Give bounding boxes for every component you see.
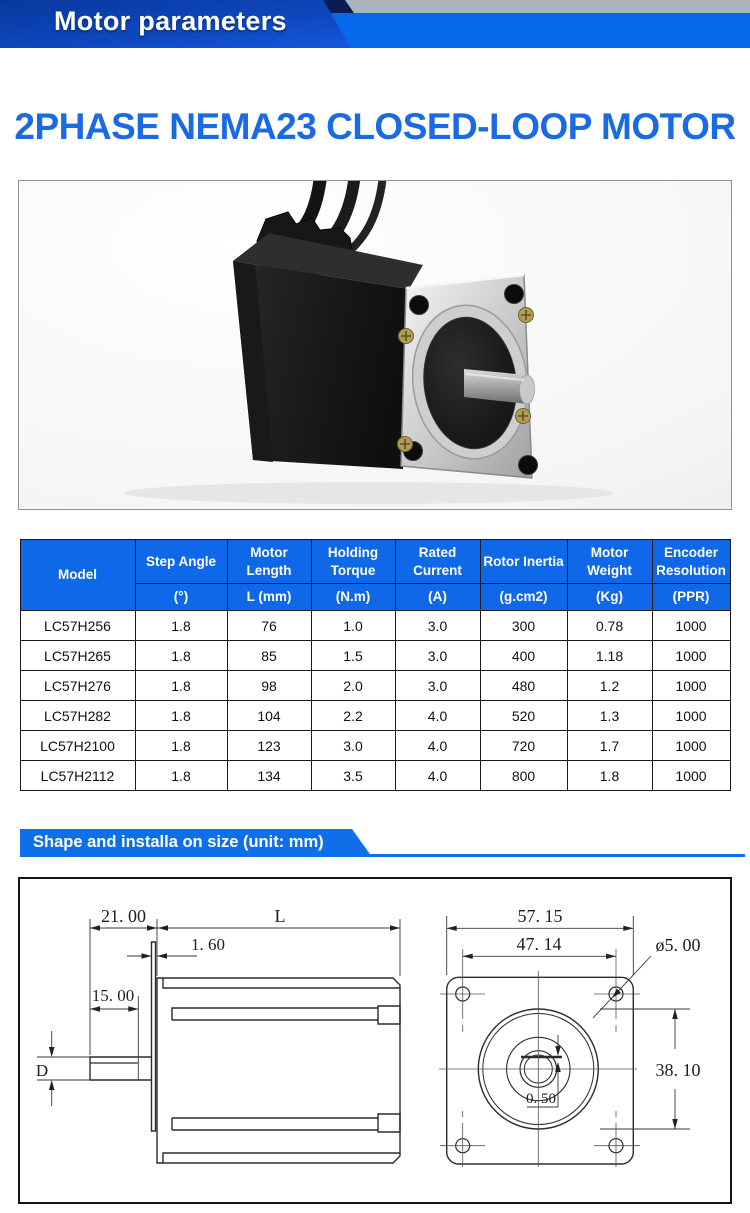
cell: 1.8 bbox=[135, 701, 227, 731]
col-header-rated-current: Rated Current bbox=[395, 540, 480, 584]
cell: 1.8 bbox=[135, 731, 227, 761]
dim-flat-length: 15. 00 bbox=[91, 986, 135, 1005]
cell-model: LC57H265 bbox=[20, 641, 135, 671]
cell: 1.2 bbox=[567, 671, 652, 701]
table-row bbox=[20, 701, 730, 731]
dim-pilot-diameter: 38. 10 bbox=[655, 1060, 701, 1080]
cell: 1000 bbox=[652, 731, 730, 761]
cell: 1000 bbox=[652, 701, 730, 731]
product-photo-frame bbox=[18, 180, 732, 510]
cell: 1000 bbox=[652, 761, 730, 791]
cell: 1.8 bbox=[135, 611, 227, 641]
section-title: Shape and installa on size (unit: mm) bbox=[33, 833, 324, 851]
cell-model: LC57H276 bbox=[20, 671, 135, 701]
cell: 3.5 bbox=[311, 761, 395, 791]
table-row bbox=[20, 731, 730, 761]
dim-flange-thickness: 1. 60 bbox=[191, 935, 225, 954]
cell: 800 bbox=[480, 761, 567, 791]
unit-rotor-inertia: (g.cm2) bbox=[480, 584, 567, 611]
table-row bbox=[20, 671, 730, 701]
col-header-encoder-resolution: Encoder Resolution bbox=[652, 540, 730, 584]
cell: 4.0 bbox=[395, 731, 480, 761]
col-header-rotor-inertia: Rotor Inertia bbox=[480, 540, 567, 584]
unit-step-angle: (°) bbox=[135, 584, 227, 611]
unit-holding-torque: (N.m) bbox=[311, 584, 395, 611]
cell: 400 bbox=[480, 641, 567, 671]
cell: 2.2 bbox=[311, 701, 395, 731]
dim-shaft-total: 21. 00 bbox=[101, 906, 146, 926]
page-title: 2PHASE NEMA23 CLOSED-LOOP MOTOR bbox=[14, 106, 736, 147]
cell: 520 bbox=[480, 701, 567, 731]
col-header-holding-torque: Holding Torque bbox=[311, 540, 395, 584]
cell: 98 bbox=[227, 671, 311, 701]
spec-table bbox=[20, 539, 731, 791]
dim-hole-diameter: ø5. 00 bbox=[655, 935, 701, 955]
cell: 1.7 bbox=[567, 731, 652, 761]
cell: 300 bbox=[480, 611, 567, 641]
cell-model: LC57H282 bbox=[20, 701, 135, 731]
cell: 76 bbox=[227, 611, 311, 641]
cell-model: LC57H2112 bbox=[20, 761, 135, 791]
cell: 480 bbox=[480, 671, 567, 701]
col-header-step-angle: Step Angle bbox=[135, 540, 227, 584]
cell: 3.0 bbox=[311, 731, 395, 761]
cell: 1.8 bbox=[135, 641, 227, 671]
cell: 1000 bbox=[652, 641, 730, 671]
cell: 4.0 bbox=[395, 701, 480, 731]
motor-photo bbox=[19, 181, 731, 509]
cell: 1.8 bbox=[135, 671, 227, 701]
cell: 3.0 bbox=[395, 611, 480, 641]
section-header bbox=[20, 829, 745, 857]
cell-model: LC57H2100 bbox=[20, 731, 135, 761]
cell: 2.0 bbox=[311, 671, 395, 701]
table-header-row bbox=[20, 540, 730, 584]
cell: 1000 bbox=[652, 611, 730, 641]
cell: 104 bbox=[227, 701, 311, 731]
col-header-motor-weight: Motor Weight bbox=[567, 540, 652, 584]
table-row bbox=[20, 761, 730, 791]
cell: 3.0 bbox=[395, 671, 480, 701]
banner-title: Motor parameters bbox=[54, 6, 287, 36]
cell: 4.0 bbox=[395, 761, 480, 791]
cell: 1.3 bbox=[567, 701, 652, 731]
dim-flat-depth: 0. 50 bbox=[526, 1091, 556, 1107]
top-banner bbox=[0, 0, 750, 48]
table-row bbox=[20, 611, 730, 641]
dim-width: 57. 15 bbox=[517, 906, 563, 926]
cell: 123 bbox=[227, 731, 311, 761]
motor-shadow bbox=[124, 482, 614, 504]
cell: 1.18 bbox=[567, 641, 652, 671]
dim-body-length: L bbox=[274, 906, 286, 926]
unit-encoder-resolution: (PPR) bbox=[652, 584, 730, 611]
cell: 134 bbox=[227, 761, 311, 791]
unit-motor-weight: (Kg) bbox=[567, 584, 652, 611]
col-header-motor-length: Motor Length bbox=[227, 540, 311, 584]
cell: 3.0 bbox=[395, 641, 480, 671]
col-header-model: Model bbox=[20, 540, 135, 611]
dimension-drawing-frame bbox=[18, 877, 732, 1204]
side-view-outline bbox=[90, 942, 400, 1163]
cell: 0.78 bbox=[567, 611, 652, 641]
cell: 720 bbox=[480, 731, 567, 761]
cell: 1000 bbox=[652, 671, 730, 701]
cell: 1.5 bbox=[311, 641, 395, 671]
unit-motor-length: L (mm) bbox=[227, 584, 311, 611]
cell: 1.8 bbox=[135, 761, 227, 791]
cell: 1.0 bbox=[311, 611, 395, 641]
cell-model: LC57H256 bbox=[20, 611, 135, 641]
dimension-drawing bbox=[20, 879, 730, 1202]
cell: 85 bbox=[227, 641, 311, 671]
dim-shaft-diameter: D bbox=[35, 1061, 49, 1080]
table-row bbox=[20, 641, 730, 671]
dim-hole-spacing: 47. 14 bbox=[516, 934, 562, 954]
unit-rated-current: (A) bbox=[395, 584, 480, 611]
cell: 1.8 bbox=[567, 761, 652, 791]
